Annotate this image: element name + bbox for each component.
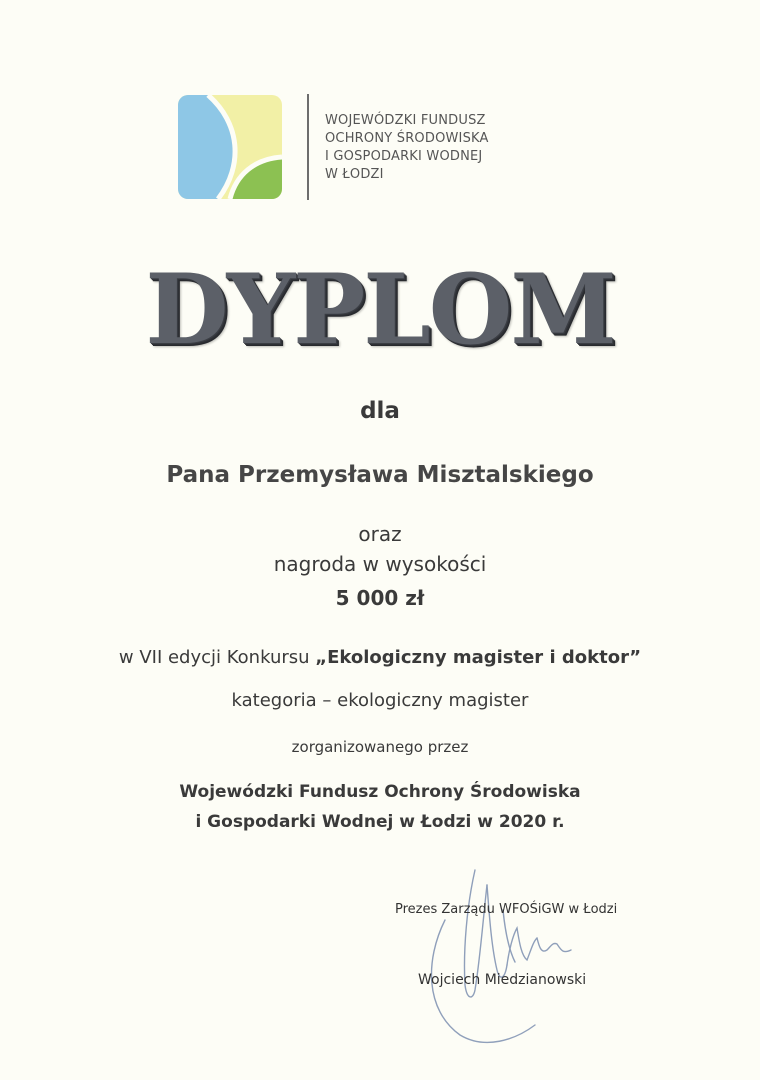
fund-name-line1: Wojewódzki Fundusz Ochrony Środowiska [179, 782, 581, 802]
fund-logo [178, 95, 282, 199]
edition-prefix: w VII edycji Konkursu [118, 647, 310, 668]
contest-name: „Ekologiczny magister i doktor” [315, 647, 642, 668]
edition-line [0, 647, 760, 668]
category-text: kategoria – ekologiczny magister [231, 690, 529, 711]
award-text: nagroda w wysokości [273, 552, 487, 576]
org-line: W ŁODZI [325, 167, 384, 182]
signatory-name: Wojciech Miedzianowski [418, 972, 587, 988]
fund-name-line2: i Gospodarki Wodnej w Łodzi w 2020 r. [195, 812, 565, 832]
org-line: OCHRONY ŚRODOWISKA [325, 131, 489, 146]
org-line: WOJEWÓDZKI FUNDUSZ [325, 113, 486, 128]
logo-divider [307, 94, 309, 200]
diploma-title: DYPLOM [145, 253, 615, 366]
handwritten-signature [405, 850, 605, 1050]
org-line: I GOSPODARKI WODNEJ [325, 149, 483, 164]
dla-text: dla [360, 398, 400, 424]
recipient-name: Pana Przemysława Misztalskiego [166, 462, 594, 488]
award-amount: 5 000 zł [335, 586, 425, 610]
organization-name [325, 112, 489, 184]
organized-by-text: zorganizowanego przez [291, 738, 469, 756]
signatory-role: Prezes Zarządu WFOŚiGW w Łodzi [395, 902, 618, 917]
oraz-text: oraz [358, 522, 402, 546]
